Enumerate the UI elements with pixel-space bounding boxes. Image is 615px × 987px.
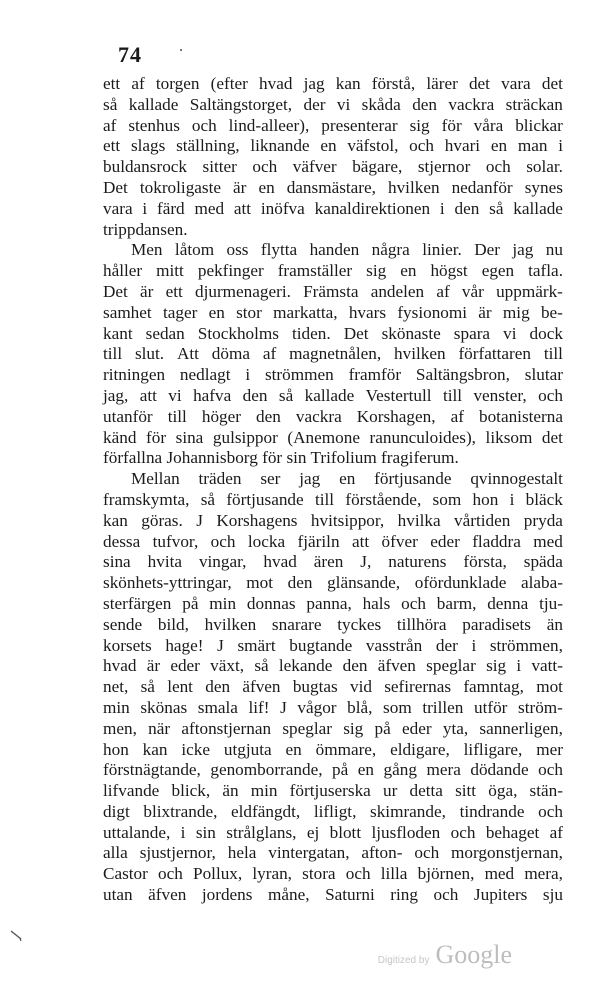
text-line: samhet tager en stor markatta, hvars fysionomi är mig be- [103,302,563,322]
text-line: utan äfven jordens måne, Saturni ring och Jupiters sju [103,885,563,905]
page-number: 74 [118,42,142,67]
text-line: digt blixtrande, eldfängdt, lifligt, skimrande, tindrande och [103,801,563,821]
text-line: ritningen nedlagt i strömmen framför Saltängsbron, slutar [103,365,563,385]
text-line: dessa tufvor, och locka fjäriln att öfver eder fladdra med [103,531,563,551]
text-line: lifvande blick, än min förtjuserska ur detta sitt öga, stän- [103,781,563,801]
text-line: sina hvita vingar, hvad ären J, naturens första, späda [103,552,563,572]
margin-mark-icon [10,930,22,942]
text-line: förfallna Johannisborg för sin Trifolium fragiferum. [103,448,459,468]
text-line: förstnägtande, genomborrande, på en gång mera dödande och [103,760,563,780]
text-line: till slut. Att döma af magnetnålen, hvilken författaren till [103,344,563,364]
watermark-brand: Google [435,940,512,969]
text-line: Castor och Pollux, lyran, stora och lilla björnen, med mera, [103,864,563,884]
text-line: uttalande, i sin strålglans, ej blott ljusfloden och behaget af [103,822,563,842]
text-line: Det tokroligaste är en dansmästare, hvilken nedanför synes [103,177,563,197]
text-line: men, när aftonstjernan speglar sig på eder yta, sannerligen, [103,718,563,738]
text-line: net, så lent den äfven bugtas vid sefirernas famntag, mot [103,677,563,697]
text-line: korsets hage! J smärt bugtande vasstrån der i strömmen, [103,635,563,655]
text-line: sterfärgen på min donnas panna, hals och barm, denna tju- [103,593,563,613]
watermark-digitized-label: Digitized by [377,955,430,966]
text-line: trippdansen. [103,219,188,239]
text-line: min skönas smala lif! J vågor blå, som trillen utför ström- [103,697,563,717]
text-line: framskymta, så förtjusande till förstående, som hon i bläck [103,489,563,509]
text-line: utanför till höger den vackra Korshagen, af botanisterna [103,406,563,426]
text-line: alla sjustjernor, hela vintergatan, afton- och morgonstjernan, [103,843,563,863]
text-line: sende bild, hvilken snarare tyckes tillhöra paradisets än [103,614,563,634]
text-line: känd för sina gulsippor (Anemone ranunculoides), liksom det [103,427,563,447]
margin-speck [180,49,182,51]
text-line: af stenhus och lind-alleer), presenterar sig för våra blickar [103,115,563,135]
text-line: hon kan icke utgjuta en ömmare, eldigare, lifligare, mer [103,739,563,759]
text-line: buldansrock sitter och väfver bägare, stjernor och solar. [103,157,563,177]
watermark [378,940,512,970]
text-line: Det är ett djurmenageri. Främsta andelen af vår uppmärk- [103,281,563,301]
text-line: så kallade Saltängstorget, der vi skåda den vackra sträckan [103,94,563,114]
text-line: kan göras. J Korshagens hvitsippor, hvilka vårtiden pryda [103,510,563,530]
text-line: vara i färd med att inöfva kanaldirektionen i den så kallade [103,198,563,218]
text-line: jag, att vi hafva den så kallade Vestertull till venster, och [103,385,563,405]
text-line: ett slags ställning, liknande en väfstol, och hvari en man i [103,136,563,156]
text-line: Mellan träden ser jag en förtjusande qvinnogestalt [131,469,563,489]
body-text [103,74,563,906]
text-line: håller mitt pekfinger framställer sig en högst egen tafla. [103,261,563,281]
text-line: hvad är eder växt, så lekande den äfven speglar sig i vatt- [103,656,563,676]
text-line: kant sedan Stockholms tiden. Det skönaste spara vi dock [103,323,563,343]
text-line: ett af torgen (efter hvad jag kan förstå, lärer det vara det [103,74,563,93]
text-line: skönhets-yttringar, mot den glänsande, ofördunklade alaba- [103,573,563,593]
text-line: Men låtom oss flytta handen några linier. Der jag nu [131,240,563,260]
